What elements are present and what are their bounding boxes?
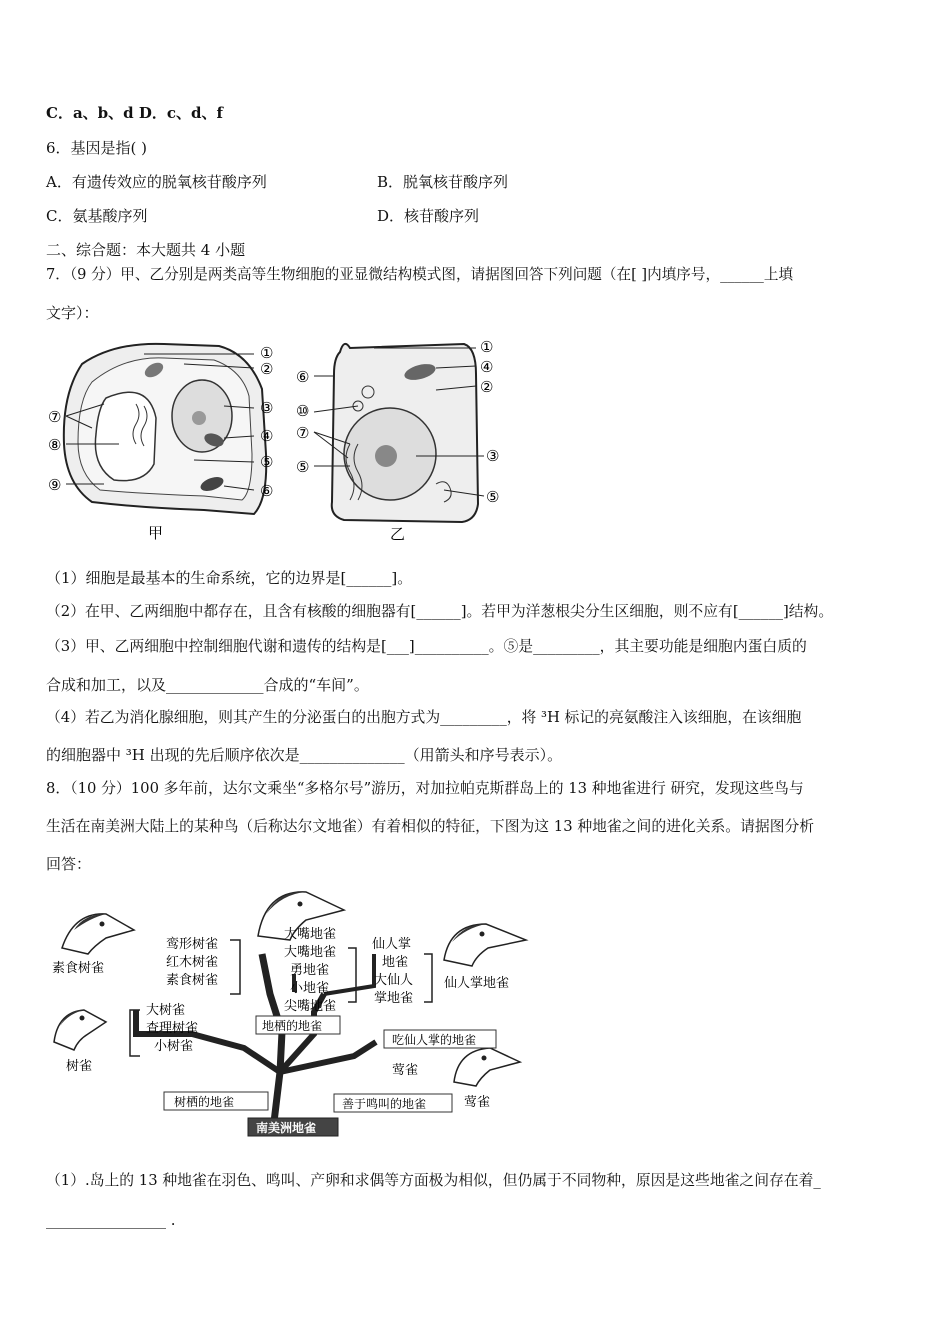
group3-item: 勇地雀 [290, 963, 330, 978]
bird-head-sushi [62, 914, 134, 954]
q8-sub1-line2: ________________ . [46, 1211, 176, 1229]
q7-stem-line1: 7．（9 分）甲、乙分别是两类高等生物细胞的亚显微结构模式图，请据图回答下列问题（在[ ]内填序号，______上填 [46, 266, 794, 283]
yi-label-1: ① [480, 338, 494, 356]
bird-head-xianrenzhang [444, 924, 526, 966]
yi-label-5b: ⑤ [486, 488, 500, 506]
q6-stem: 6．基因是指( ) [46, 139, 148, 157]
yi-label-2: ② [480, 378, 494, 396]
group2-item: 查理树雀 [146, 1021, 199, 1036]
jia-label-3: ③ [260, 399, 274, 417]
finch-evolution-tree [44, 884, 534, 1140]
group1-item: 红木树雀 [166, 955, 219, 970]
yi-label-7: ⑦ [296, 424, 310, 442]
q5-options-cd: C．a、b、d D．c、d、f [46, 104, 223, 122]
q6-option-b: B．脱氧核苷酸序列 [377, 173, 509, 191]
label-yi: 乙 [390, 525, 406, 543]
bird-head-yingque [454, 1048, 520, 1086]
jia-label-7: ⑦ [48, 408, 62, 426]
bird-name-shuque: 树雀 [66, 1059, 93, 1074]
yi-label-5a: ⑤ [296, 458, 310, 476]
bird-name-yingque: 莺雀 [464, 1095, 491, 1110]
group4-item: 仙人掌 [372, 937, 412, 952]
q7-sub4-line2: 的细胞器中 ³H 出现的先后顺序依次是______________（用箭头和序号表示）。 [46, 746, 563, 764]
q6-option-d: D．核苷酸序列 [377, 207, 480, 225]
q8-stem-line2: 生活在南美洲大陆上的某种鸟（后称达尔文地雀）有着相似的特征，下图为这 13 种地雀之间的进化关系。请据图分析 [46, 818, 815, 835]
bird-name-sushi: 素食树雀 [52, 961, 105, 976]
q7-sub2: （2）在甲、乙两细胞中都存在，且含有核酸的细胞器有[______]。若甲为洋葱根尖分生区细胞，则不应有[______]结构。 [46, 603, 834, 620]
q8-stem-line1: 8．（10 分）100 多年前，达尔文乘坐“多格尔号”游历，对加拉帕克斯群岛上的 13 种地雀进行 研究，发现这些鸟与 [46, 780, 804, 797]
box-chixianren: 吃仙人掌的地雀 [392, 1033, 477, 1047]
q8-stem-line3: 回答： [46, 855, 92, 873]
q7-sub3-line1: （3）甲、乙两细胞中控制细胞代谢和遗传的结构是[___]__________。⑤是_________，其主要功能是细胞内蛋白质的 [46, 638, 807, 655]
q6-option-a: A．有遗传效应的脱氧核苷酸序列 [46, 173, 267, 191]
jia-label-5: ⑤ [260, 453, 274, 471]
box-shanyu: 善于鸣叫的地雀 [342, 1097, 427, 1111]
yi-label-4: ④ [480, 358, 494, 376]
group3-item: 大嘴地雀 [284, 945, 337, 960]
group4-item: 大仙人 [374, 973, 414, 988]
section-title: 二、综合题：本大题共 4 小题 [46, 241, 246, 259]
cell-diagram [44, 334, 524, 546]
yi-label-3: ③ [486, 447, 500, 465]
jia-label-4: ④ [260, 427, 274, 445]
group4-item: 地雀 [382, 955, 409, 970]
animal-cell-yi [296, 338, 499, 543]
yi-label-10: ⑩ [296, 402, 310, 420]
jia-label-1: ① [260, 344, 274, 362]
box-root: 南美洲地雀 [256, 1121, 317, 1135]
bird-head-shuque [54, 1010, 106, 1050]
jia-label-6: ⑥ [260, 482, 274, 500]
group4-item: 掌地雀 [374, 991, 414, 1006]
label-jia: 甲 [148, 524, 164, 542]
q7-sub1: （1）细胞是最基本的生命系统，它的边界是[______]。 [46, 569, 413, 587]
group2-item: 大树雀 [146, 1003, 186, 1018]
jia-label-8: ⑧ [48, 436, 62, 454]
group3-item: 小地雀 [290, 981, 330, 996]
jia-label-2: ② [260, 360, 274, 378]
jia-label-9: ⑨ [48, 476, 62, 494]
q6-option-c: C．氨基酸序列 [46, 207, 148, 225]
plant-cell-jia [48, 344, 273, 542]
group1-item: 鸾形树雀 [166, 937, 219, 952]
bird-name-xianrenzhang: 仙人掌地雀 [444, 976, 510, 991]
q7-sub4-line1: （4）若乙为消化腺细胞，则其产生的分泌蛋白的出胞方式为_________，将 ³H 标记的亮氨酸注入该细胞，在该细胞 [46, 709, 802, 726]
group3-item: 尖嘴地雀 [284, 999, 337, 1014]
q7-stem-line2: 文字）： [46, 304, 99, 322]
group1-item: 素食树雀 [166, 973, 219, 988]
yi-label-6: ⑥ [296, 368, 310, 386]
group2-item: 小树雀 [154, 1039, 194, 1054]
q7-sub3-line2: 合成和加工，以及_____________合成的“车间”。 [46, 676, 369, 694]
yingque-branch-label: 莺雀 [392, 1063, 419, 1078]
box-diqi: 地栖的地雀 [262, 1019, 323, 1033]
group3-item: 大嘴地雀 [284, 927, 337, 942]
box-shuqi: 树栖的地雀 [174, 1095, 235, 1109]
q8-sub1-line1: （1）.岛上的 13 种地雀在羽色、鸣叫、产卵和求偶等方面极为相似，但仍属于不同物种，原因是这些地雀之间存在着_ [46, 1172, 821, 1189]
